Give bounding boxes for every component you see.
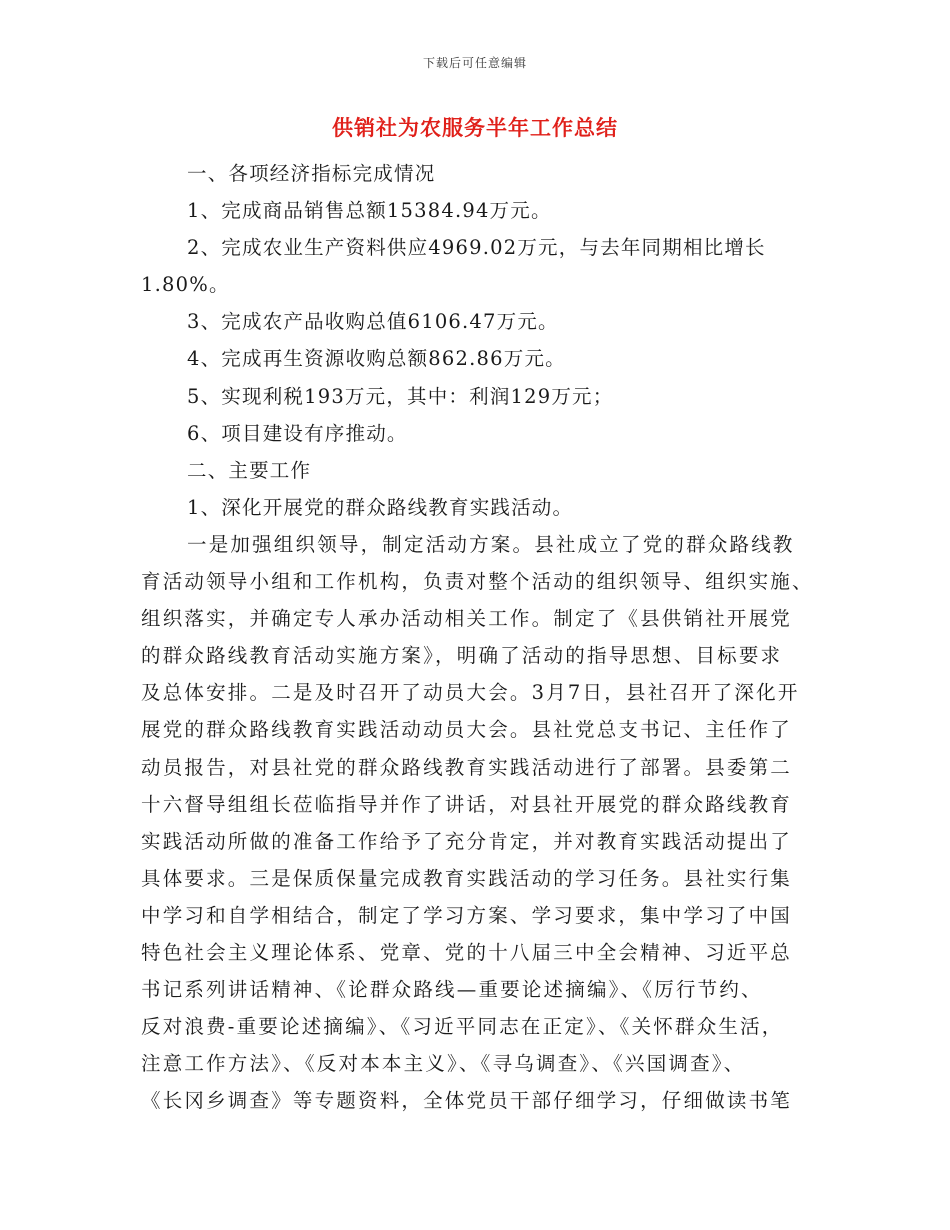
text-line: 十六督导组组长莅临指导并作了讲话，对县社开展党的群众路线教育 xyxy=(141,792,793,816)
text-line: 1、完成商品销售总额15384.94万元。 xyxy=(187,199,552,223)
text-line: 中学习和自学相结合，制定了学习方案、学习要求，集中学习了中国 xyxy=(141,903,793,927)
text-line: 特色社会主义理论体系、党章、党的十八届三中全会精神、习近平总 xyxy=(141,940,793,964)
text-line: 一是加强组织领导，制定活动方案。县社成立了党的群众路线教 xyxy=(187,532,795,556)
text-line: 二、主要工作 xyxy=(187,458,312,482)
text-line: 5、实现利税193万元，其中：利润129万元； xyxy=(187,384,614,408)
text-line: 1.80%。 xyxy=(141,273,230,297)
text-line: 育活动领导小组和工作机构，负责对整个活动的组织领导、组织实施、 xyxy=(141,570,814,594)
text-line: 《长冈乡调查》等专题资料，全体党员干部仔细学习，仔细做读书笔 xyxy=(141,1089,793,1113)
header-note: 下载后可任意编辑 xyxy=(422,56,527,70)
text-line: 及总体安排。二是及时召开了动员大会。3月7日，县社召开了深化开 xyxy=(141,681,800,705)
text-line: 实践活动所做的准备工作给予了充分肯定，并对教育实践活动提出了 xyxy=(141,829,793,853)
text-line: 2、完成农业生产资料供应4969.02万元，与去年同期相比增长 xyxy=(187,236,766,260)
document-title: 供销社为农服务半年工作总结 xyxy=(332,116,618,140)
text-line: 反对浪费-重要论述摘编》、《习近平同志在正定》、《关怀群众生活， xyxy=(141,1015,784,1039)
text-line: 具体要求。三是保质保量完成教育实践活动的学习任务。县社实行集 xyxy=(141,866,793,890)
text-line: 的群众路线教育活动实施方案》，明确了活动的指导思想、目标要求 xyxy=(141,644,783,668)
text-line: 3、完成农产品收购总值6106.47万元。 xyxy=(187,310,559,334)
text-line: 书记系列讲话精神、《论群众路线—重要论述摘编》、《厉行节约、 xyxy=(141,978,763,1002)
text-line: 注意工作方法》、《反对本本主义》、《寻乌调查》、《兴国调查》、 xyxy=(141,1052,746,1076)
text-line: 动员报告，对县社党的群众路线教育实践活动进行了部署。县委第二 xyxy=(141,755,793,779)
text-line: 6、项目建设有序推动。 xyxy=(187,421,408,445)
text-line: 展党的群众路线教育实践活动动员大会。县社党总支书记、主任作了 xyxy=(141,718,793,742)
text-line: 1、深化开展党的群众路线教育实践活动。 xyxy=(187,495,574,519)
text-line: 一、各项经济指标完成情况 xyxy=(187,162,436,185)
document-body xyxy=(141,155,813,1119)
text-line: 4、完成再生资源收购总额862.86万元。 xyxy=(187,347,566,371)
text-line: 组织落实，并确定专人承办活动相关工作。制定了《县供销社开展党 xyxy=(141,607,793,631)
